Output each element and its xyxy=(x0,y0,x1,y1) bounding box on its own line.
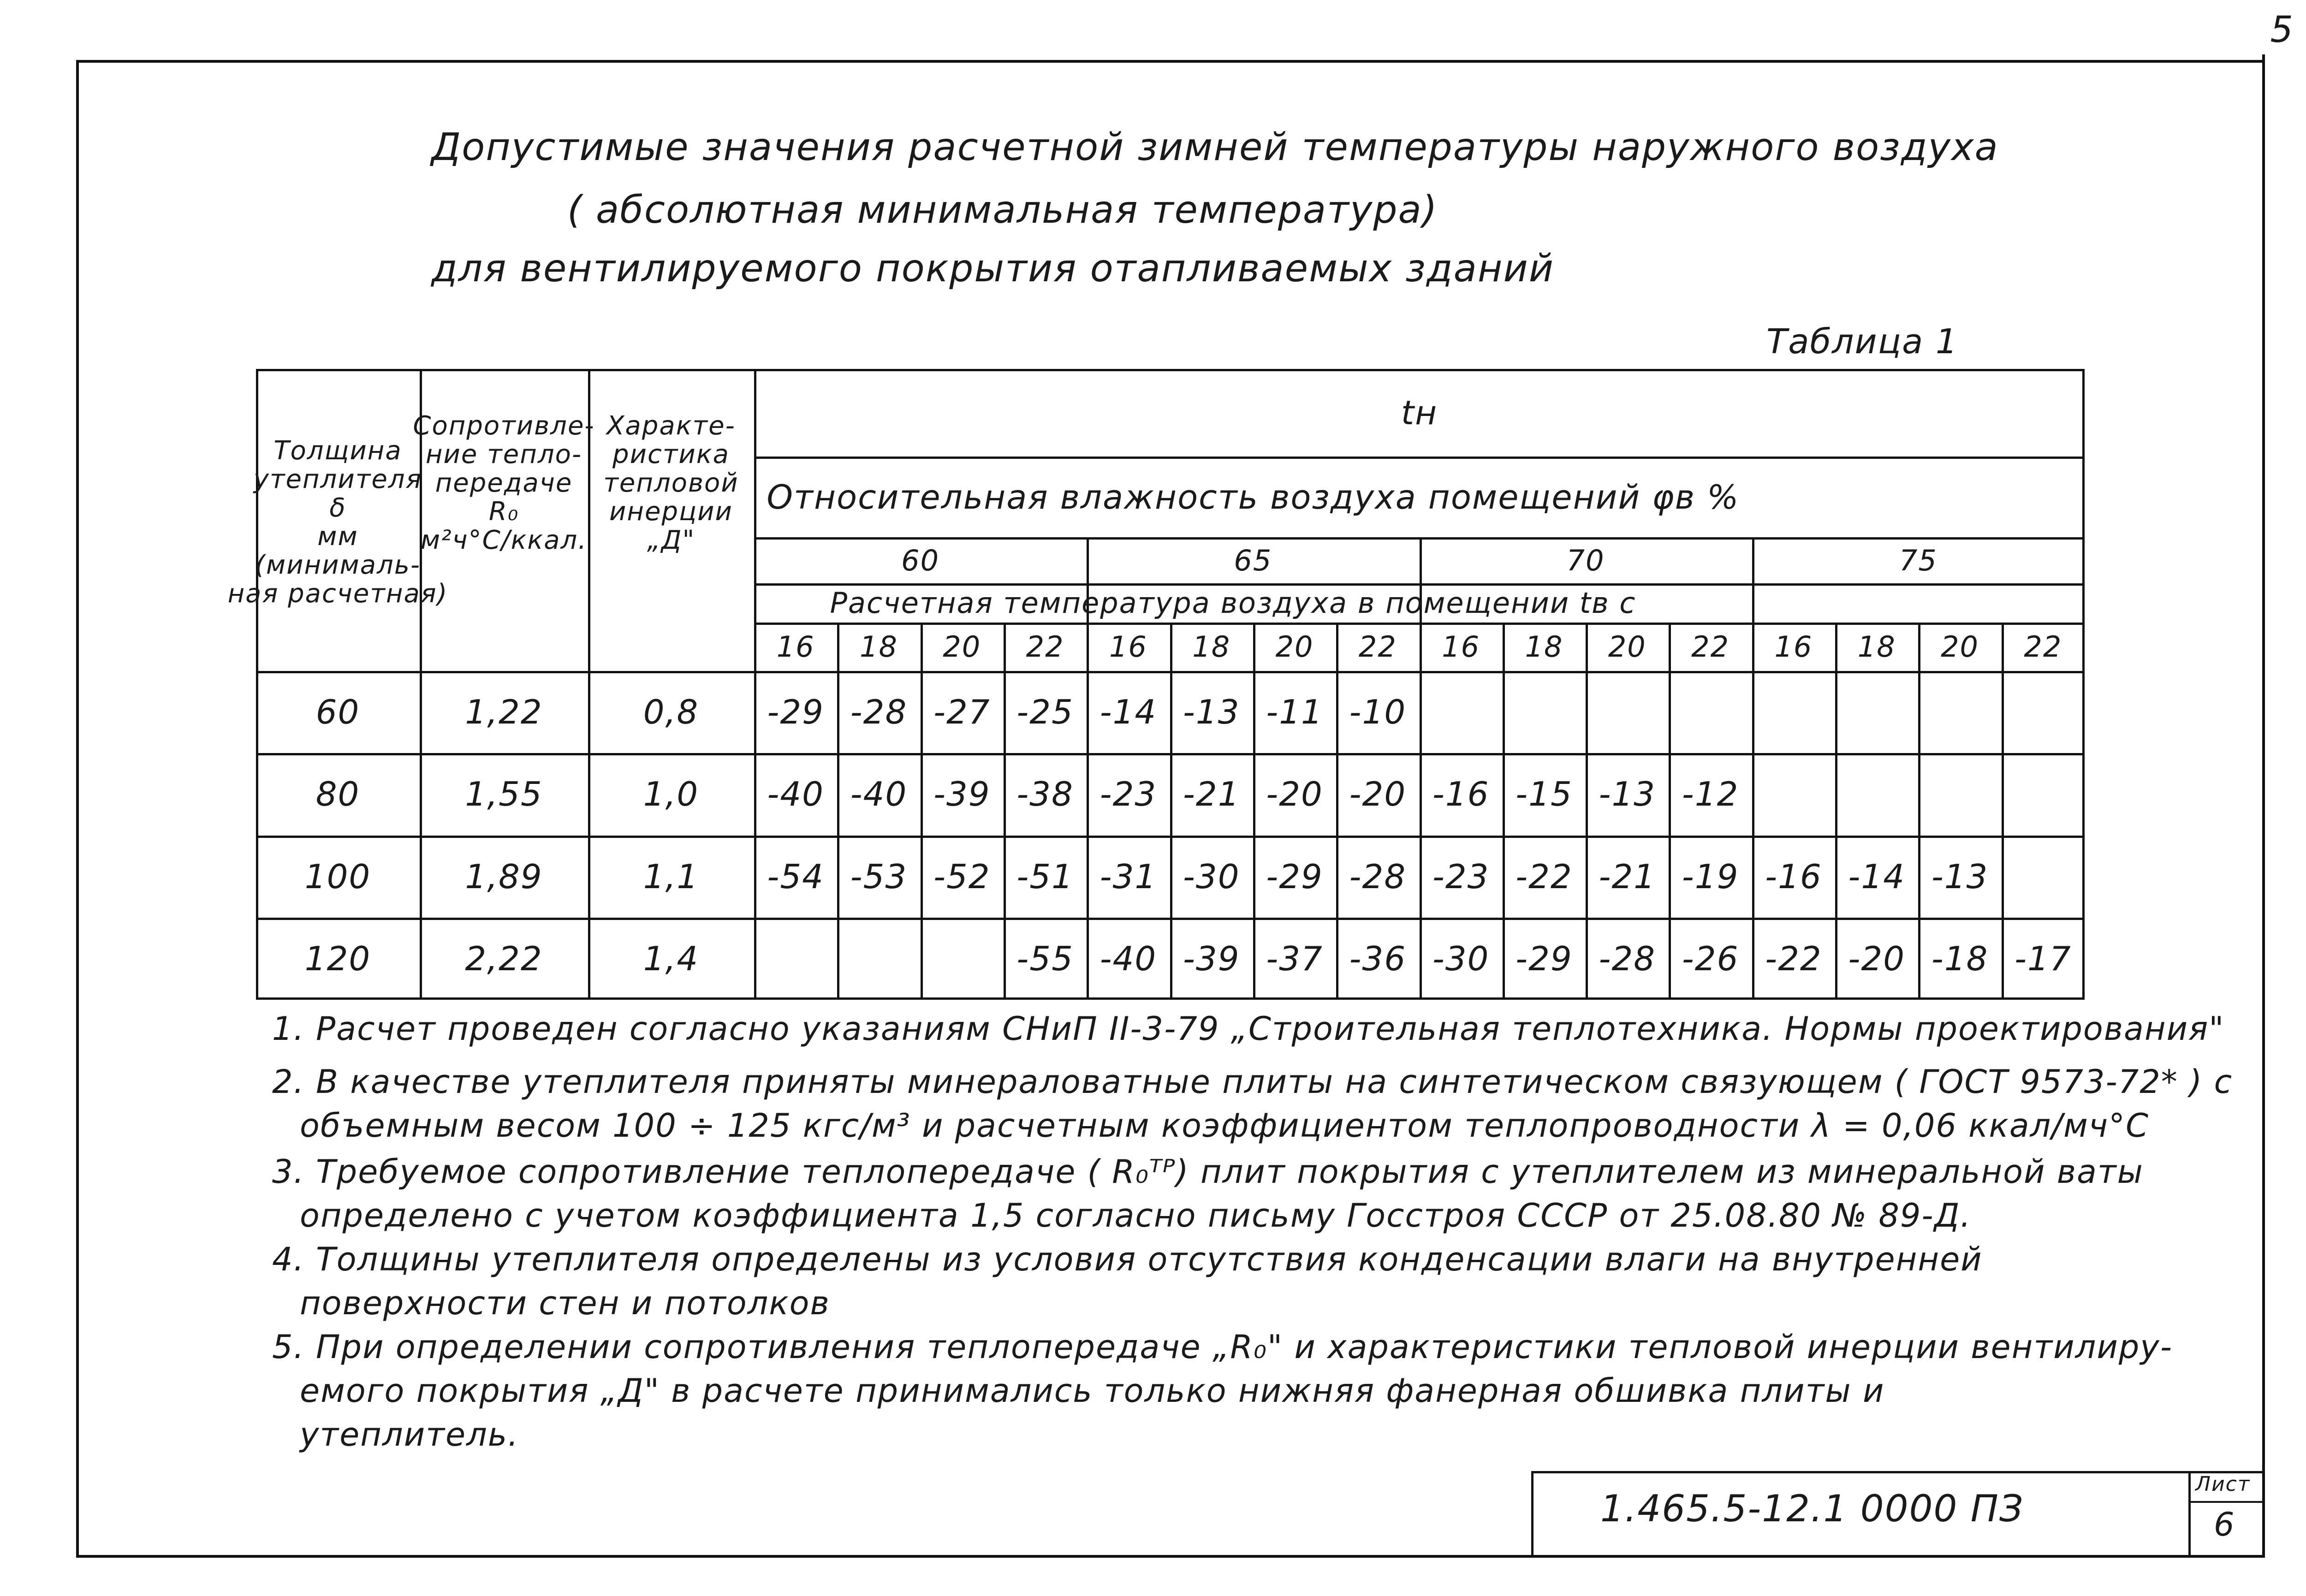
temperature-value: -29 xyxy=(1516,939,1573,978)
temperature-value xyxy=(1835,671,1918,753)
temperature-value: -27 xyxy=(933,693,991,732)
row-thickness: 100 xyxy=(304,857,371,896)
header-inertia xyxy=(590,378,752,588)
row-inertia: 1,4 xyxy=(643,939,699,978)
temperature-value: -17 xyxy=(2015,939,2072,978)
temperature-value: -30 xyxy=(1183,857,1240,896)
temperature-value: -38 xyxy=(1016,775,1074,814)
inner-temp-value: 22 xyxy=(1691,630,1730,664)
note-line: объемным весом 100 ÷ 125 кгс/м³ и расчетным коэффициентом теплопроводности λ = 0,06 ккал/мч°С xyxy=(300,1107,2149,1145)
temperature-value: -31 xyxy=(1100,857,1157,896)
temperature-value: -23 xyxy=(1100,775,1157,814)
note-line: 1. Расчет проведен согласно указаниям СНиП II-3-79 „Строительная теплотехника. Нормы проектирования" xyxy=(272,1010,2225,1048)
header-thickness xyxy=(227,378,448,666)
temperature-value: -28 xyxy=(1349,857,1407,896)
inner-temp-value: 18 xyxy=(860,630,898,664)
inner-temp-value: 22 xyxy=(2024,630,2062,664)
header-thickness-line: δ xyxy=(329,492,346,523)
temperature-value: -28 xyxy=(1599,939,1656,978)
temperature-value xyxy=(1669,671,1752,753)
sheet-number: 6 xyxy=(2214,1506,2235,1543)
temperature-value xyxy=(1586,671,1669,753)
temperature-value: -18 xyxy=(1931,939,1989,978)
temperature-value: -12 xyxy=(1682,775,1739,814)
note-line: 5. При определении сопротивления теплопередаче „R₀" и характеристики тепловой инерции вентилиру- xyxy=(272,1328,2173,1366)
header-thickness-line: утеплителя xyxy=(253,464,422,494)
page-number: 5 xyxy=(2270,9,2294,51)
row-resistance: 2,22 xyxy=(465,939,543,978)
temperature-value: -40 xyxy=(1100,939,1157,978)
temperature-value: -36 xyxy=(1349,939,1407,978)
title-line-1: Допустимые значения расчетной зимней температуры наружного воздуха xyxy=(431,125,1999,169)
header-resistance-line: м²ч°С/ккал. xyxy=(420,525,588,555)
temperature-value: -54 xyxy=(767,857,824,896)
temperature-value: -14 xyxy=(1100,693,1157,732)
inner-temp-value: 20 xyxy=(1608,630,1646,664)
inner-temp-value: 18 xyxy=(1192,630,1231,664)
note-line: 4. Толщины утеплителя определены из условия отсутствия конденсации влаги на внутренней xyxy=(272,1240,1983,1278)
temperature-value: -20 xyxy=(1266,775,1323,814)
inner-temp-value: 22 xyxy=(1026,630,1064,664)
header-humidity: Относительная влажность воздуха помещений φв % xyxy=(767,477,1740,516)
header-inertia-line: инерции xyxy=(609,496,733,527)
temperature-value: -40 xyxy=(767,775,824,814)
header-resistance-line: ние тепло- xyxy=(425,439,582,469)
inner-temp-value: 20 xyxy=(1275,630,1314,664)
inner-temp-value: 16 xyxy=(1774,630,1813,664)
header-inertia-line: тепловой xyxy=(603,468,739,498)
header-inertia-line: ристика xyxy=(612,439,730,469)
temperature-value: -13 xyxy=(1183,693,1240,732)
temperature-value: -51 xyxy=(1016,857,1074,896)
humidity-value: 70 xyxy=(1566,543,1605,577)
humidity-value: 60 xyxy=(901,543,940,577)
temperature-value xyxy=(1503,671,1586,753)
note-line: 3. Требуемое сопротивление теплопередаче ( R₀ᵀᴾ) плит покрытия с утеплителем из минеральной ваты xyxy=(272,1153,2144,1191)
temperature-value xyxy=(921,918,1004,1000)
header-inner-temp: Расчетная температура воздуха в помещении tв с xyxy=(830,586,1636,620)
inner-temp-value: 20 xyxy=(1941,630,1979,664)
temperature-value xyxy=(837,918,920,1000)
header-thickness-line: мм xyxy=(317,521,358,552)
inner-temp-value: 16 xyxy=(1442,630,1480,664)
temperature-value: -13 xyxy=(1931,857,1989,896)
header-inertia-line: „Д" xyxy=(647,525,695,555)
temperature-value: -10 xyxy=(1349,693,1407,732)
row-resistance: 1,89 xyxy=(465,857,543,896)
note-line: утеплитель. xyxy=(300,1416,519,1454)
frame-corner-tick xyxy=(2262,54,2265,119)
note-line: емого покрытия „Д" в расчете принимались только нижняя фанерная обшивка плиты и xyxy=(300,1372,1885,1410)
row-resistance: 1,22 xyxy=(465,693,543,732)
document-code: 1.465.5-12.1 0000 ПЗ xyxy=(1600,1487,2024,1530)
note-line: 2. В качестве утеплителя приняты минераловатные плиты на синтетическом связующем ( ГОСТ 9573-72* ) с xyxy=(272,1063,2233,1101)
temperature-value: -52 xyxy=(933,857,991,896)
title-line-3: для вентилируемого покрытия отапливаемых зданий xyxy=(431,247,1555,291)
temperature-value: -21 xyxy=(1183,775,1240,814)
temperature-value xyxy=(2002,671,2085,753)
temperature-value: -14 xyxy=(1848,857,1906,896)
table-label: Таблица 1 xyxy=(1766,322,1958,362)
row-inertia: 1,1 xyxy=(643,857,699,896)
temperature-value: -30 xyxy=(1432,939,1490,978)
temperature-value: -55 xyxy=(1016,939,1074,978)
temperature-value xyxy=(754,918,837,1000)
temperature-value xyxy=(1918,753,2001,835)
temperature-value: -29 xyxy=(767,693,824,732)
temperature-value: -11 xyxy=(1266,693,1323,732)
header-resistance-line: R₀ xyxy=(488,496,519,527)
temperature-value: -16 xyxy=(1432,775,1490,814)
temperature-value xyxy=(2002,836,2085,918)
humidity-value: 65 xyxy=(1234,543,1272,577)
row-thickness: 80 xyxy=(315,775,360,814)
header-thickness-line: (минималь- xyxy=(255,550,421,580)
header-resistance-line: Сопротивле- xyxy=(413,410,595,441)
temperature-value: -13 xyxy=(1599,775,1656,814)
inner-temp-value: 18 xyxy=(1857,630,1896,664)
inner-temp-value: 18 xyxy=(1525,630,1563,664)
stamp-divider xyxy=(2188,1471,2191,1556)
temperature-value xyxy=(1752,753,1835,835)
title-line-2: ( абсолютная минимальная температура) xyxy=(567,188,1438,232)
note-line: определено с учетом коэффициента 1,5 согласно письму Госстроя СССР от 25.08.80 № 89-Д. xyxy=(300,1197,1972,1234)
data-table xyxy=(227,369,2085,1000)
row-thickness: 60 xyxy=(315,693,360,732)
temperature-value: -28 xyxy=(850,693,908,732)
row-thickness: 120 xyxy=(304,939,371,978)
row-inertia: 1,0 xyxy=(643,775,699,814)
temperature-value xyxy=(1752,671,1835,753)
frame-right-edge xyxy=(2262,60,2265,1558)
header-inertia-line: Характе- xyxy=(606,410,736,441)
inner-temp-value: 16 xyxy=(776,630,815,664)
temperature-value: -19 xyxy=(1682,857,1739,896)
temperature-value: -22 xyxy=(1516,857,1573,896)
temperature-value: -53 xyxy=(850,857,908,896)
temperature-value xyxy=(1420,671,1503,753)
temperature-value: -39 xyxy=(933,775,991,814)
temperature-value: -29 xyxy=(1266,857,1323,896)
header-resistance-line: передаче xyxy=(435,468,573,498)
sheet-label: Лист xyxy=(2195,1472,2251,1496)
sheet-label-underline xyxy=(2191,1501,2264,1503)
temperature-value xyxy=(2002,753,2085,835)
row-resistance: 1,55 xyxy=(465,775,543,814)
inner-temp-value: 20 xyxy=(943,630,981,664)
inner-temp-value: 16 xyxy=(1109,630,1147,664)
note-line: поверхности стен и потолков xyxy=(300,1284,830,1322)
header-resistance xyxy=(413,378,595,588)
header-thickness-line: Толщина xyxy=(273,435,402,466)
temperature-value: -23 xyxy=(1432,857,1490,896)
temperature-value: -16 xyxy=(1765,857,1822,896)
temperature-value: -25 xyxy=(1016,693,1074,732)
temperature-value: -39 xyxy=(1183,939,1240,978)
humidity-value: 75 xyxy=(1899,543,1938,577)
temperature-value: -37 xyxy=(1266,939,1323,978)
temperature-value xyxy=(1918,671,2001,753)
temperature-value: -40 xyxy=(850,775,908,814)
temperature-value: -20 xyxy=(1848,939,1906,978)
temperature-value: -26 xyxy=(1682,939,1739,978)
temperature-value: -22 xyxy=(1765,939,1822,978)
header-tn: tн xyxy=(1401,393,1438,432)
row-inertia: 0,8 xyxy=(643,693,699,732)
temperature-value: -21 xyxy=(1599,857,1656,896)
temperature-value xyxy=(1835,753,1918,835)
inner-temp-value: 22 xyxy=(1358,630,1397,664)
temperature-value: -20 xyxy=(1349,775,1407,814)
header-thickness-line: ная расчетная) xyxy=(227,578,448,609)
temperature-value: -15 xyxy=(1516,775,1573,814)
